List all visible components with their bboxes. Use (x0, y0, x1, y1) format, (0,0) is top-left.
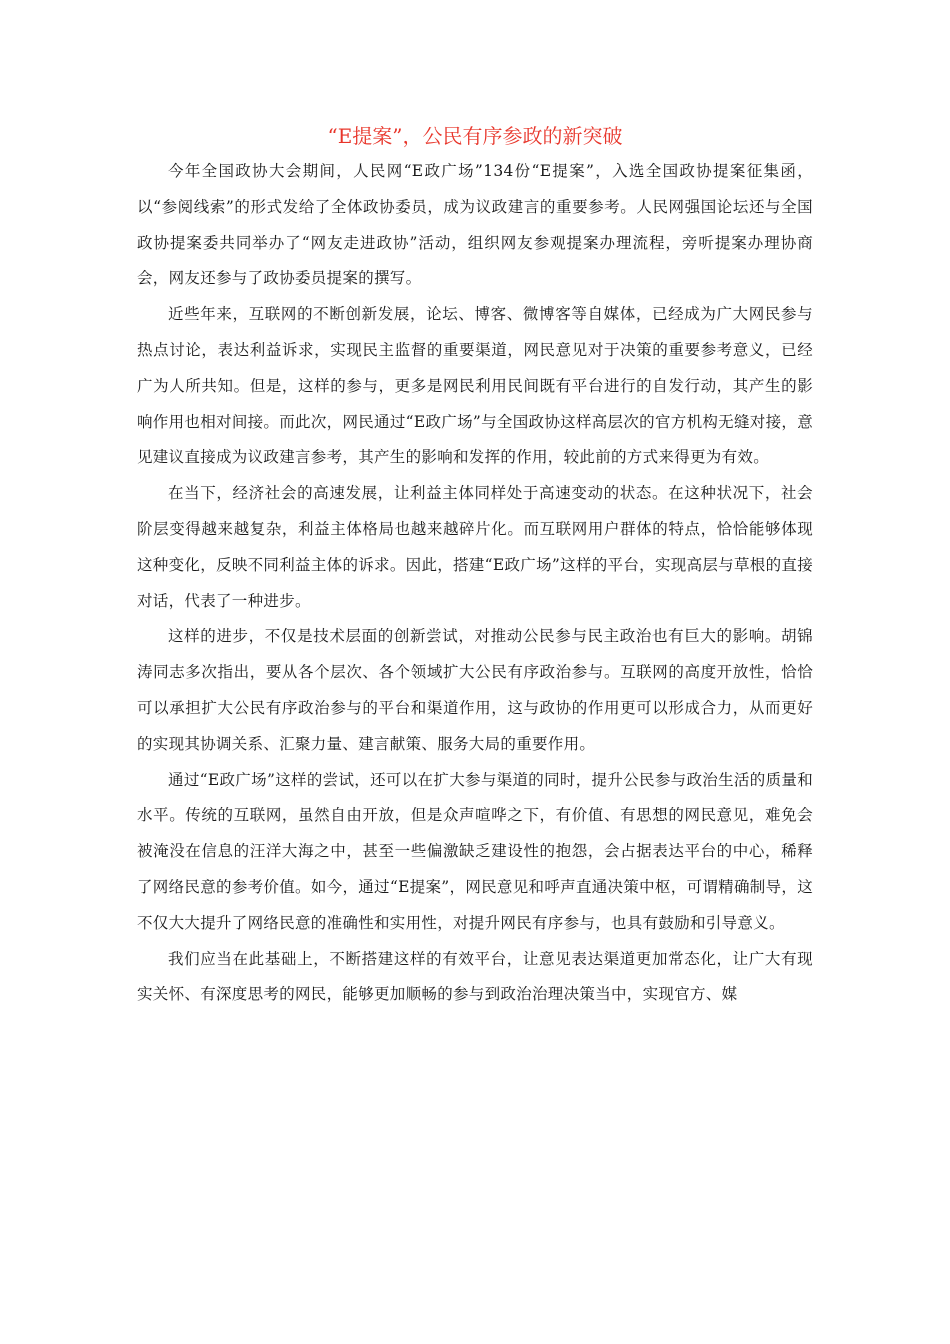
paragraph-6: 我们应当在此基础上，不断搭建这样的有效平台，让意见表达渠道更加常态化，让广大有现实关怀、有深度思考的网民，能够更加顺畅的参与到政治治理决策当中，实现官方、媒 (137, 949, 813, 1004)
paragraph-4: 这样的进步，不仅是技术层面的创新尝试，对推动公民参与民主政治也有巨大的影响。胡锦涛同志多次指出，要从各个层次、各个领域扩大公民有序政治参与。互联网的高度开放性，恰恰可以承担扩大公民有序政治参与的平台和渠道作用，这与政协的作用更可以形成合力，从而更好的实现其协调关系、汇聚力量、建言献策、服务大局的重要作用。 (137, 627, 813, 753)
article-body (137, 118, 813, 1013)
article-title: “E提案”，公民有序参政的新突破 (327, 124, 623, 148)
paragraph-3: 在当下，经济社会的高速发展，让利益主体同样处于高速变动的状态。在这种状况下，社会阶层变得越来越复杂，利益主体格局也越来越碎片化。而互联网用户群体的特点，恰恰能够体现这种变化，反映不同利益主体的诉求。因此，搭建“E政广场”这样的平台，实现高层与草根的直接对话，代表了一种进步。 (137, 484, 813, 610)
paragraph-5: 通过“E政广场”这样的尝试，还可以在扩大参与渠道的同时，提升公民参与政治生活的质量和水平。传统的互联网，虽然自由开放，但是众声喧哗之下，有价值、有思想的网民意见，难免会被淹没在信息的汪洋大海之中，甚至一些偏激缺乏建设性的抱怨，会占据表达平台的中心，稀释了网络民意的参考价值。如今，通过“E提案”，网民意见和呼声直通决策中枢，可谓精确制导，这不仅大大提升了网络民意的准确性和实用性，对提升网民有序参与，也具有鼓励和引导意义。 (137, 770, 813, 932)
paragraph-1: 今年全国政协大会期间，人民网“E政广场”134份“E提案”，入选全国政协提案征集函，以“参阅线索”的形式发给了全体政协委员，成为议政建言的重要参考。人民网强国论坛还与全国政协提案委共同举办了“网友走进政协”活动，组织网友参观提案办理流程，旁听提案办理协商会，网友还参与了政协委员提案的撰写。 (137, 162, 813, 288)
paragraph-2: 近些年来，互联网的不断创新发展，论坛、博客、微博客等自媒体，已经成为广大网民参与热点讨论，表达利益诉求，实现民主监督的重要渠道，网民意见对于决策的重要参考意义，已经广为人所共知。但是，这样的参与，更多是网民利用民间既有平台进行的自发行动，其产生的影响作用也相对间接。而此次，网民通过“E政广场”与全国政协这样高层次的官方机构无缝对接，意见建议直接成为议政建言参考，其产生的影响和发挥的作用，较此前的方式来得更为有效。 (137, 305, 813, 467)
